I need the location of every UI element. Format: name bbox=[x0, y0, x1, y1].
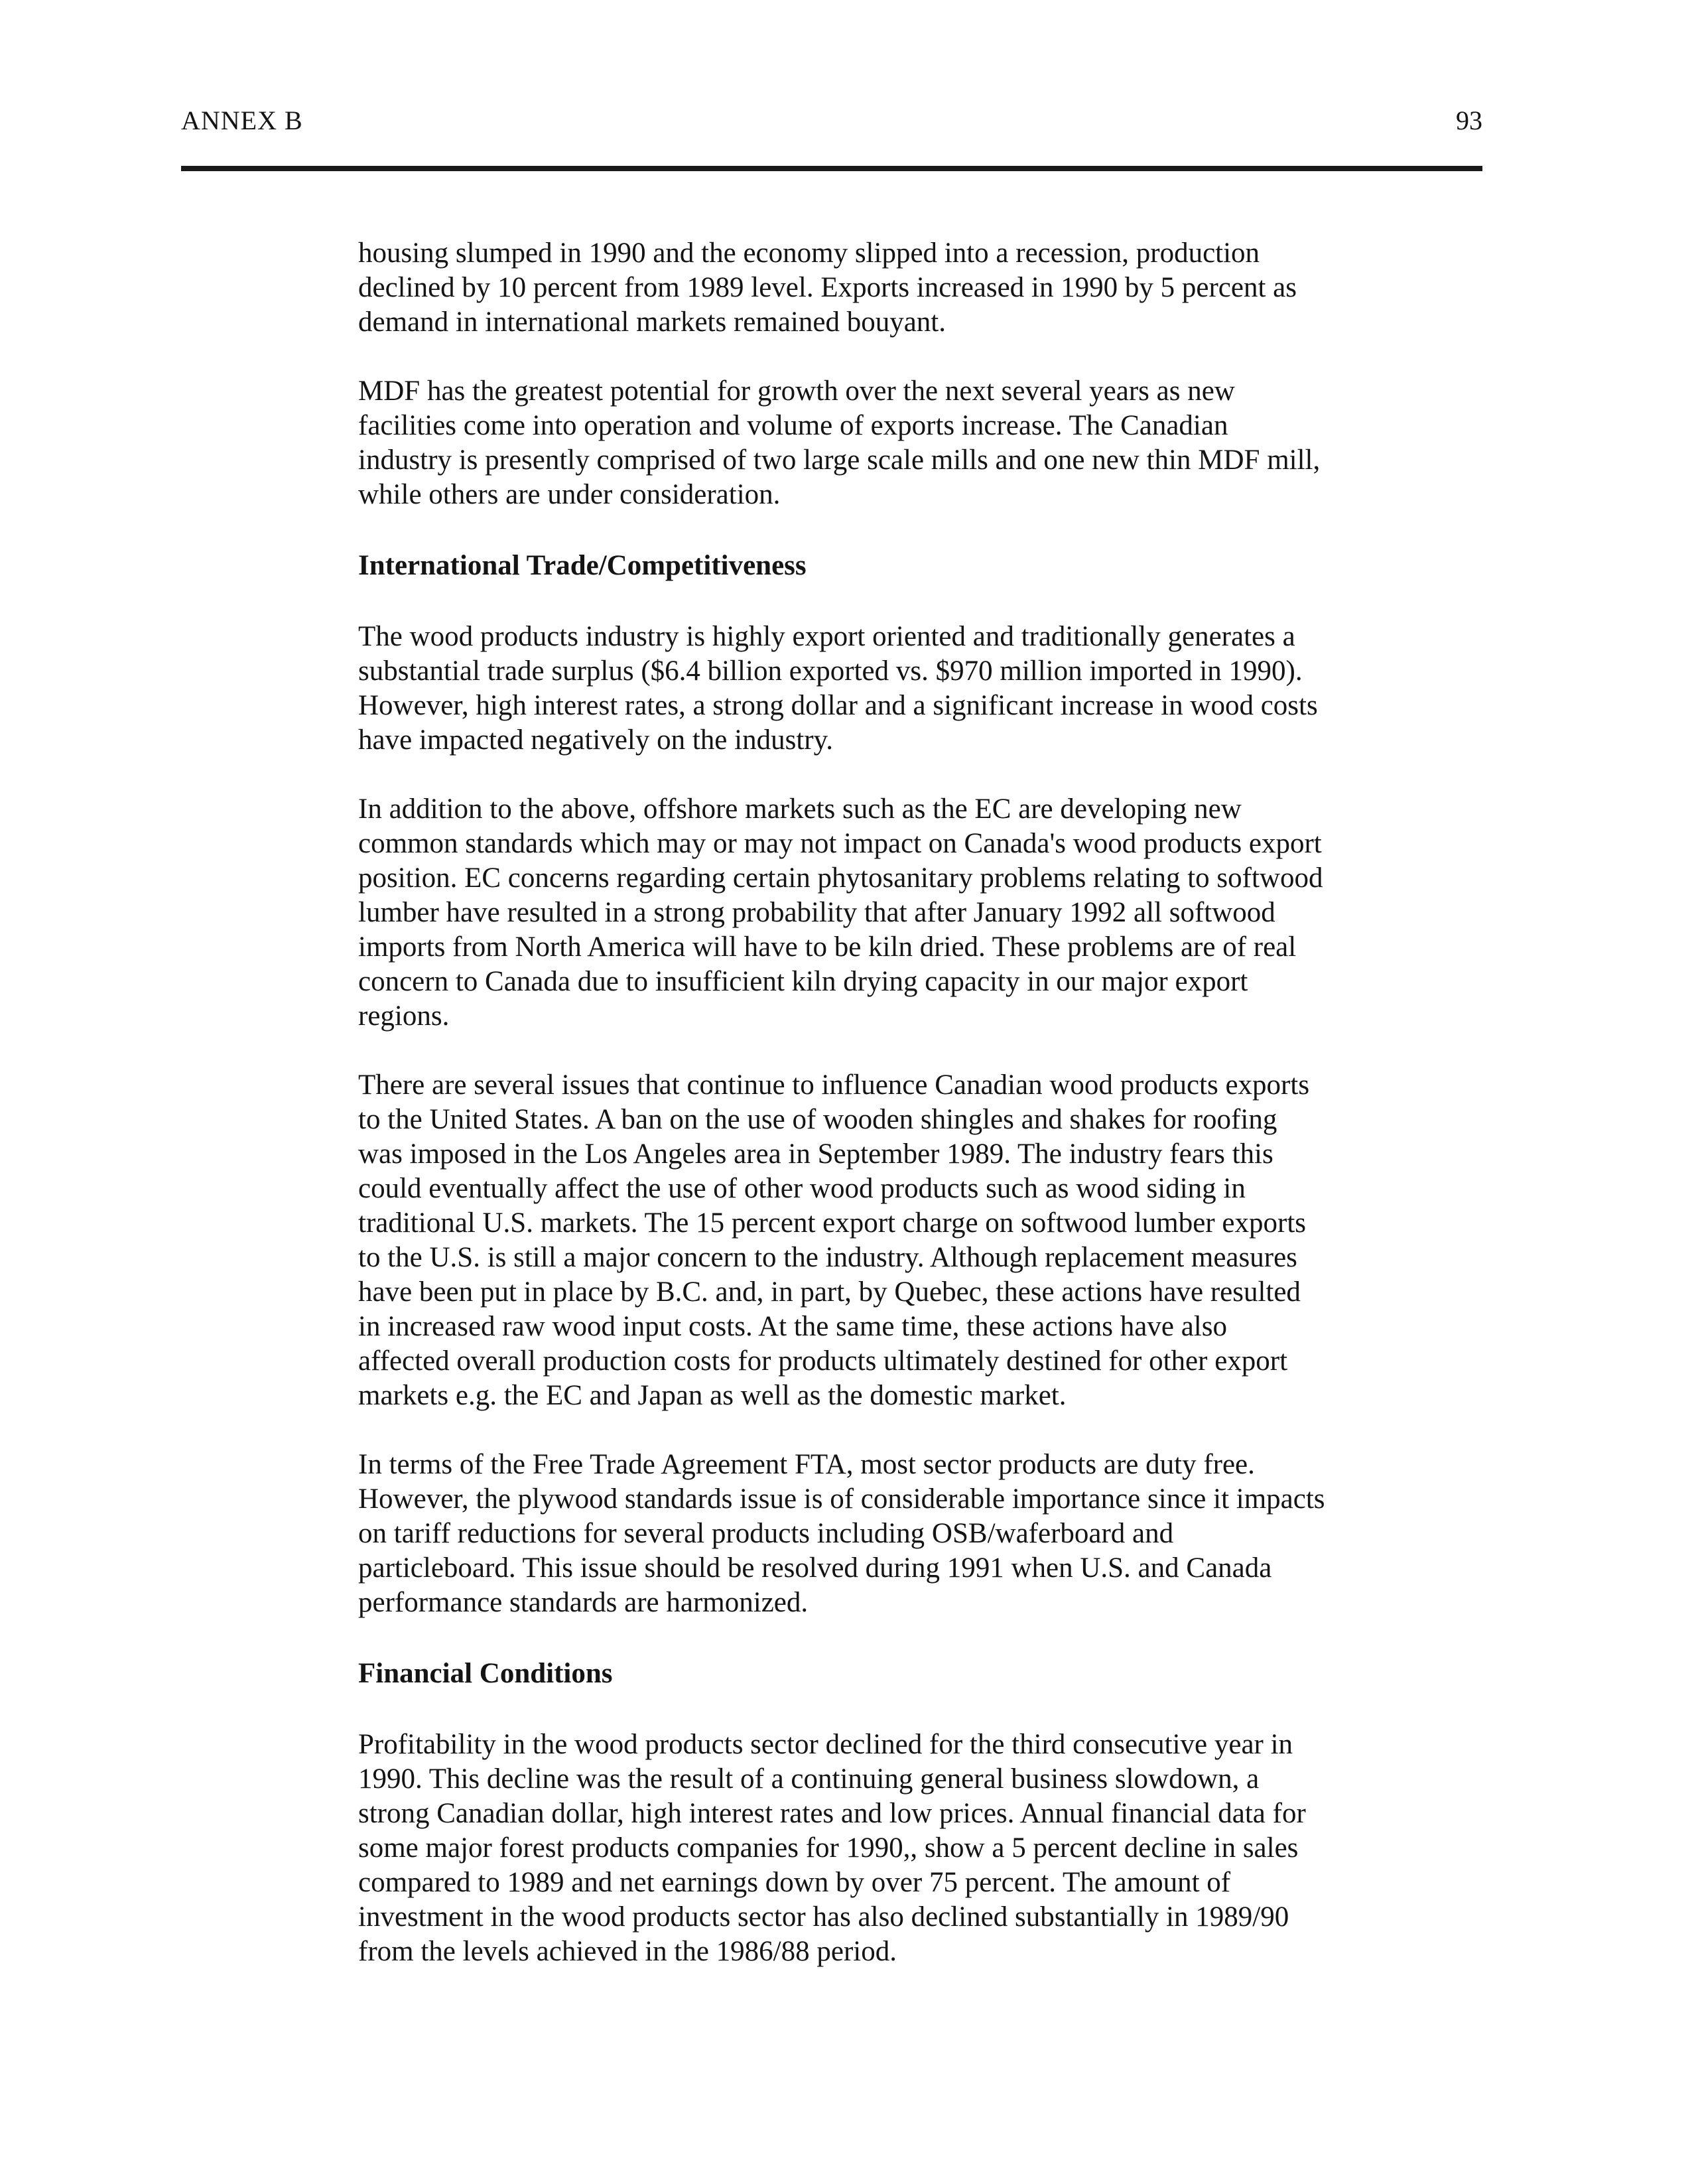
text-line: industry is presently comprised of two large scale mills and one new thin MDF mill, bbox=[358, 444, 1321, 476]
text-line: to the United States. A ban on the use of wooden shingles and shakes for roofing bbox=[358, 1104, 1277, 1135]
paragraph bbox=[358, 236, 1499, 340]
text-line: in increased raw wood input costs. At the same time, these actions have also bbox=[358, 1311, 1227, 1342]
text-line: substantial trade surplus ($6.4 billion exported vs. $970 million imported in 1990). bbox=[358, 655, 1303, 687]
running-head: ANNEX B bbox=[181, 105, 303, 135]
paragraph-gap bbox=[358, 583, 1499, 620]
text-line: In addition to the above, offshore markets such as the EC are developing new bbox=[358, 793, 1242, 825]
text-line: However, the plywood standards issue is of considerable importance since it impacts bbox=[358, 1483, 1325, 1515]
text-line: 1990. This decline was the result of a continuing general business slowdown, a bbox=[358, 1763, 1260, 1795]
text-line: have impacted negatively on the industry. bbox=[358, 724, 834, 756]
paragraph-gap bbox=[358, 1413, 1499, 1448]
paragraph bbox=[358, 1068, 1499, 1413]
text-line: from the levels achieved in the 1986/88 period. bbox=[358, 1936, 897, 1967]
text-line: position. EC concerns regarding certain phytosanitary problems relating to softwood bbox=[358, 862, 1323, 894]
text-line: common standards which may or may not impact on Canada's wood products export bbox=[358, 828, 1322, 859]
text-line: could eventually affect the use of other wood products such as wood siding in bbox=[358, 1173, 1246, 1204]
text-line: performance standards are harmonized. bbox=[358, 1587, 809, 1618]
text-line: lumber have resulted in a strong probability that after January 1992 all softwood bbox=[358, 897, 1275, 928]
paragraph bbox=[358, 1448, 1499, 1620]
text-line: have been put in place by B.C. and, in part, by Quebec, these actions have resulted bbox=[358, 1276, 1301, 1308]
text-line: investment in the wood products sector has also declined substantially in 1989/90 bbox=[358, 1901, 1289, 1933]
paragraph-gap bbox=[358, 340, 1499, 374]
paragraph bbox=[358, 792, 1499, 1034]
text-line: declined by 10 percent from 1989 level. Exports increased in 1990 by 5 percent as bbox=[358, 272, 1297, 303]
text-line: Profitability in the wood products sector declined for the third consecutive year in bbox=[358, 1729, 1293, 1760]
text-line: markets e.g. the EC and Japan as well as the domestic market. bbox=[358, 1380, 1067, 1411]
paragraph bbox=[358, 374, 1499, 512]
text-line: concern to Canada due to insufficient kiln drying capacity in our major export bbox=[358, 966, 1248, 997]
text-line: However, high interest rates, a strong dollar and a significant increase in wood costs bbox=[358, 690, 1318, 721]
paragraph-gap bbox=[358, 758, 1499, 792]
text-line: to the U.S. is still a major concern to the industry. Although replacement measures bbox=[358, 1242, 1297, 1273]
page-header bbox=[181, 105, 1482, 145]
page-number: 93 bbox=[1456, 105, 1482, 135]
text-line: There are several issues that continue to influence Canadian wood products exports bbox=[358, 1069, 1310, 1101]
text-line: while others are under consideration. bbox=[358, 479, 781, 510]
paragraph-gap bbox=[358, 1620, 1499, 1657]
text-line: affected overall production costs for products ultimately destined for other export bbox=[358, 1345, 1288, 1377]
text-line: In terms of the Free Trade Agreement FTA, most sector products are duty free. bbox=[358, 1449, 1255, 1480]
text-line: regions. bbox=[358, 1000, 450, 1032]
text-line: The wood products industry is highly export oriented and traditionally generates a bbox=[358, 621, 1295, 652]
text-line: MDF has the greatest potential for growth over the next several years as new bbox=[358, 375, 1235, 407]
text-line: imports from North America will have to be kiln dried. These problems are of real bbox=[358, 931, 1297, 963]
text-line: traditional U.S. markets. The 15 percent export charge on softwood lumber exports bbox=[358, 1207, 1306, 1239]
header-rule bbox=[181, 166, 1482, 171]
paragraph-gap bbox=[358, 1034, 1499, 1068]
text-line: demand in international markets remained bouyant. bbox=[358, 307, 946, 338]
section-heading: Financial Conditions bbox=[358, 1658, 613, 1689]
paragraph bbox=[358, 620, 1499, 758]
text-line: on tariff reductions for several products including OSB/waferboard and bbox=[358, 1518, 1174, 1549]
paragraph-gap bbox=[358, 512, 1499, 549]
text-line: facilities come into operation and volume of exports increase. The Canadian bbox=[358, 410, 1228, 441]
body-text bbox=[358, 236, 1499, 1969]
text-line: particleboard. This issue should be resolved during 1991 when U.S. and Canada bbox=[358, 1552, 1272, 1584]
text-line: was imposed in the Los Angeles area in September 1989. The industry fears this bbox=[358, 1138, 1273, 1170]
text-line: strong Canadian dollar, high interest rates and low prices. Annual financial data for bbox=[358, 1798, 1306, 1829]
paragraph-gap bbox=[358, 1691, 1499, 1728]
paragraph bbox=[358, 1728, 1499, 1969]
text-line: housing slumped in 1990 and the economy slipped into a recession, production bbox=[358, 238, 1260, 269]
text-line: some major forest products companies for 1990,, show a 5 percent decline in sales bbox=[358, 1832, 1299, 1864]
section-heading: International Trade/Competitiveness bbox=[358, 550, 807, 581]
text-line: compared to 1989 and net earnings down by over 75 percent. The amount of bbox=[358, 1867, 1231, 1898]
